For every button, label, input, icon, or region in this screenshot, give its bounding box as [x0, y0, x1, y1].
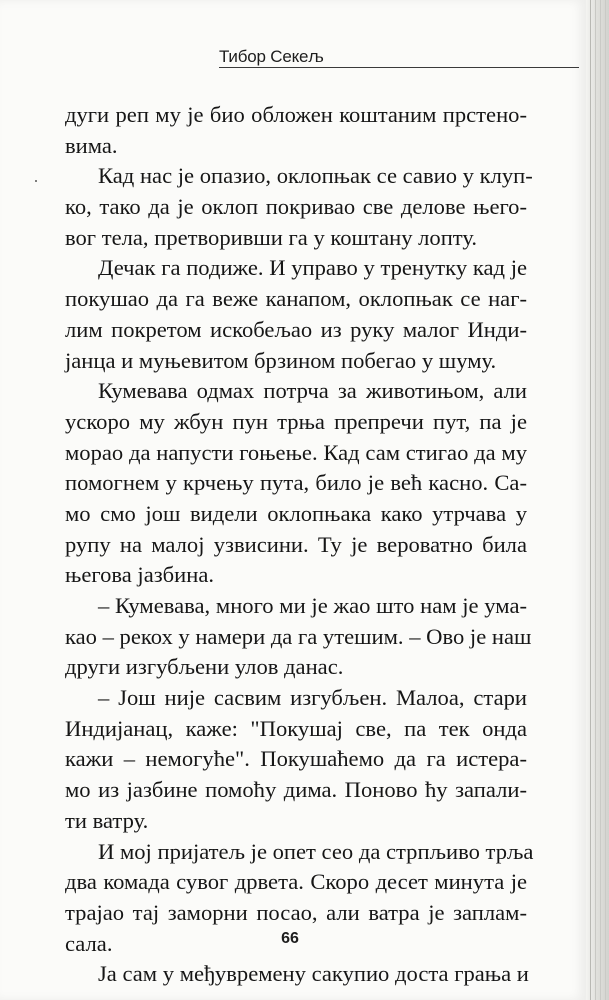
page-edge [586, 0, 609, 1000]
edge-line [605, 0, 606, 1000]
text-line: као – рекох у намери да га утешим. – Ово је наш [65, 623, 532, 649]
text-line: кажи – немогуће". Покушаћемо да га истера- [65, 746, 527, 772]
text-line: јанца и муњевитом брзином побегао у шуму. [65, 347, 497, 373]
text-line: два комада сувог дрвета. Скоро десет минута је [65, 869, 527, 895]
text-line: вима. [65, 132, 118, 158]
page-number: 66 [281, 930, 299, 947]
text-line: помогнем у крчењу пута, било је већ касно. Са- [65, 470, 527, 496]
text-line: ко, тако да је оклоп покривао све делове њего- [65, 194, 527, 220]
text-line: Кумевава одмах потрча за животињом, али [98, 378, 527, 404]
edge-line [590, 0, 591, 1000]
edge-line [600, 0, 601, 1000]
text-line: мо смо још видели оклопњака како утрчава у [65, 500, 527, 526]
text-line: – Још није сасвим изгубљен. Малоа, стари [98, 685, 527, 711]
text-line: Кад нас је опазио, оклопњак се савио у клуп- [98, 163, 533, 189]
text-line: И мој пријатељ је опет сео да стрпљиво трља [98, 838, 534, 864]
text-line: трајао тај заморни посао, али ватра је заплам- [65, 899, 527, 925]
text-line: ускоро му жбун пун трња препречи пут, па је [65, 408, 527, 434]
header-rule [219, 67, 579, 68]
text-line: вог тела, претворивши га у коштану лопту. [65, 224, 478, 250]
text-line: покушао да га веже канапом, оклопњак се наг- [65, 286, 527, 312]
body-text [65, 100, 534, 990]
text-line: морао да напусти гоњење. Кад сам стигао да му [65, 439, 527, 465]
running-header: Тибор Секељ [219, 47, 324, 66]
text-line: лим покретом искобељао из руку малог Инди- [65, 316, 527, 342]
text-line: рупу на малој узвисини. Ту је вероватно била [65, 531, 527, 557]
print-speck [35, 180, 37, 182]
text-line: Индијанац, каже: "Покушај све, па тек онда [65, 715, 527, 741]
text-line: његова јазбина. [65, 562, 214, 588]
text-line: дуги реп му је био обложен коштаним прстено- [65, 102, 527, 127]
edge-line [595, 0, 596, 1000]
text-line: Дечак га подиже. И управо у тренутку кад је [98, 255, 527, 281]
text-line: други изгубљени улов данас. [65, 654, 344, 680]
text-line: сала. [65, 930, 113, 956]
text-line: ти ватру. [65, 807, 149, 833]
text-line: Ја сам у међувремену сакупио доста грања и [98, 961, 529, 987]
text-line: мо из јазбине помоћу дима. Поново ћу запали- [65, 777, 527, 803]
text-line: – Кумевава, много ми је жао што нам је ума- [98, 593, 527, 618]
